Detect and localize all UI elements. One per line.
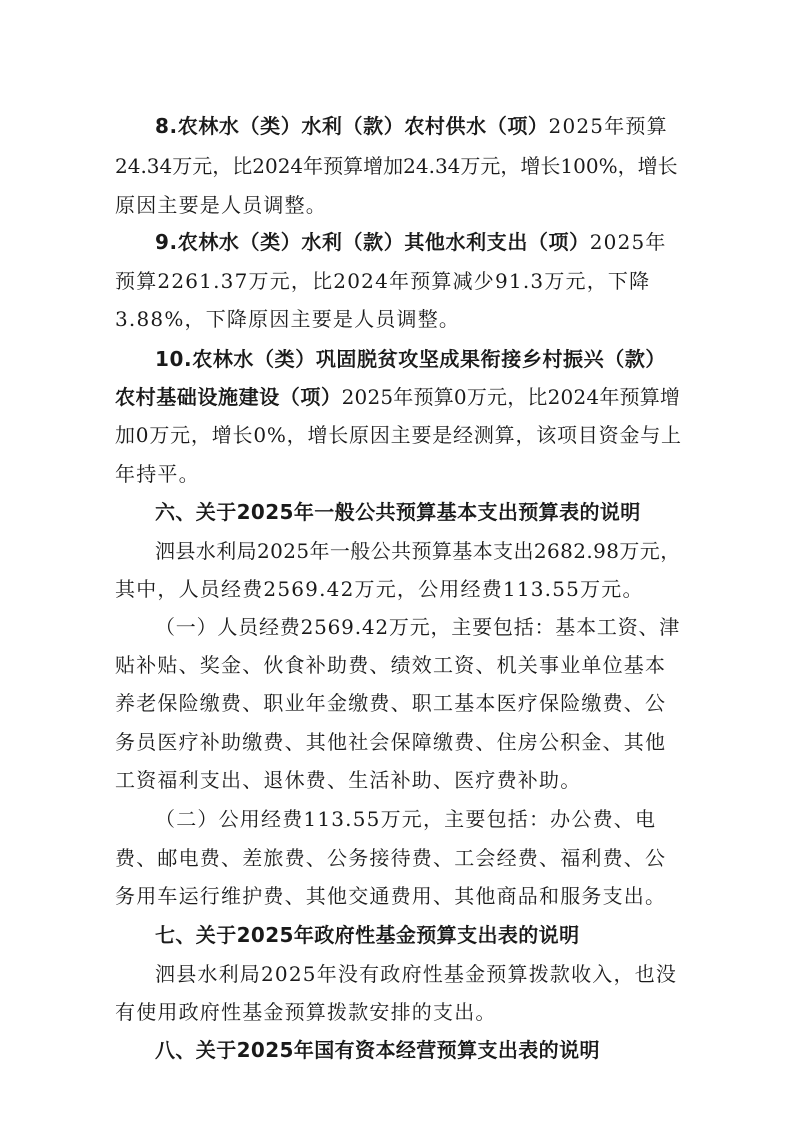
item-9-heading: 9.农林水（类）水利（款）其他水利支出（项） [155,230,590,254]
item-8-line-1 [155,112,668,140]
item-8-text: 2025年预算 [548,114,668,138]
item-8-line-2: 24.34万元，比2024年预算增加24.34万元，增长100%，增长 [115,154,678,178]
section-6-intro-line-1: 泗县水利局2025年一般公共预算基本支出2682.98万元， [155,539,681,563]
section-8-title: 八、关于2025年国有资本经营预算支出表的说明 [155,1038,600,1062]
item-9-line-3: 3.88%，下降原因主要是人员调整。 [115,307,461,331]
public-line-2: 费、邮电费、差旅费、公务接待费、工会经费、福利费、公 [115,846,667,870]
item-10-heading-line-1: 10.农林水（类）巩固脱贫攻坚成果衔接乡村振兴（款） [155,347,667,371]
personnel-line-1: （一）人员经费2569.42万元，主要包括：基本工资、津 [155,615,681,639]
item-8-heading: 8.农林水（类）水利（款）农村供水（项） [155,114,549,138]
personnel-line-4: 务员医疗补助缴费、其他社会保障缴费、住房公积金、其他 [115,730,667,754]
item-9-line-1 [155,228,667,256]
item-10-line-2 [115,383,680,411]
public-line-3: 务用车运行维护费、其他交通费用、其他商品和服务支出。 [115,884,667,908]
section-6-intro-line-2: 其中，人员经费2569.42万元，公用经费113.55万元。 [115,577,644,601]
section-7-title: 七、关于2025年政府性基金预算支出表的说明 [155,923,580,947]
item-10-line-4: 年持平。 [115,462,200,486]
item-8-line-3: 原因主要是人员调整。 [115,193,327,217]
item-10-line-3: 加0万元，增长0%，增长原因主要是经测算，该项目资金与上 [115,423,682,447]
section-7-line-1: 泗县水利局2025年没有政府性基金预算拨款收入，也没 [155,962,678,986]
personnel-line-2: 贴补贴、奖金、伙食补助费、绩效工资、机关事业单位基本 [115,653,667,677]
section-7-line-2: 有使用政府性基金预算拨款安排的支出。 [115,1000,497,1024]
item-10-heading-2: 农村基础设施建设（项） [115,385,342,409]
personnel-line-5: 工资福利支出、退休费、生活补助、医疗费补助。 [115,768,582,792]
item-10-text: 2025年预算0万元，比2024年预算增 [341,385,681,409]
section-6-title: 六、关于2025年一般公共预算基本支出预算表的说明 [155,500,641,524]
item-9-line-2: 预算2261.37万元，比2024年预算减少91.3万元，下降 [115,269,651,293]
item-9-text: 2025年 [589,230,667,254]
personnel-line-3: 养老保险缴费、职业年金缴费、职工基本医疗保险缴费、公 [115,691,667,715]
public-line-1: （二）公用经费113.55万元，主要包括：办公费、电 [155,807,657,831]
